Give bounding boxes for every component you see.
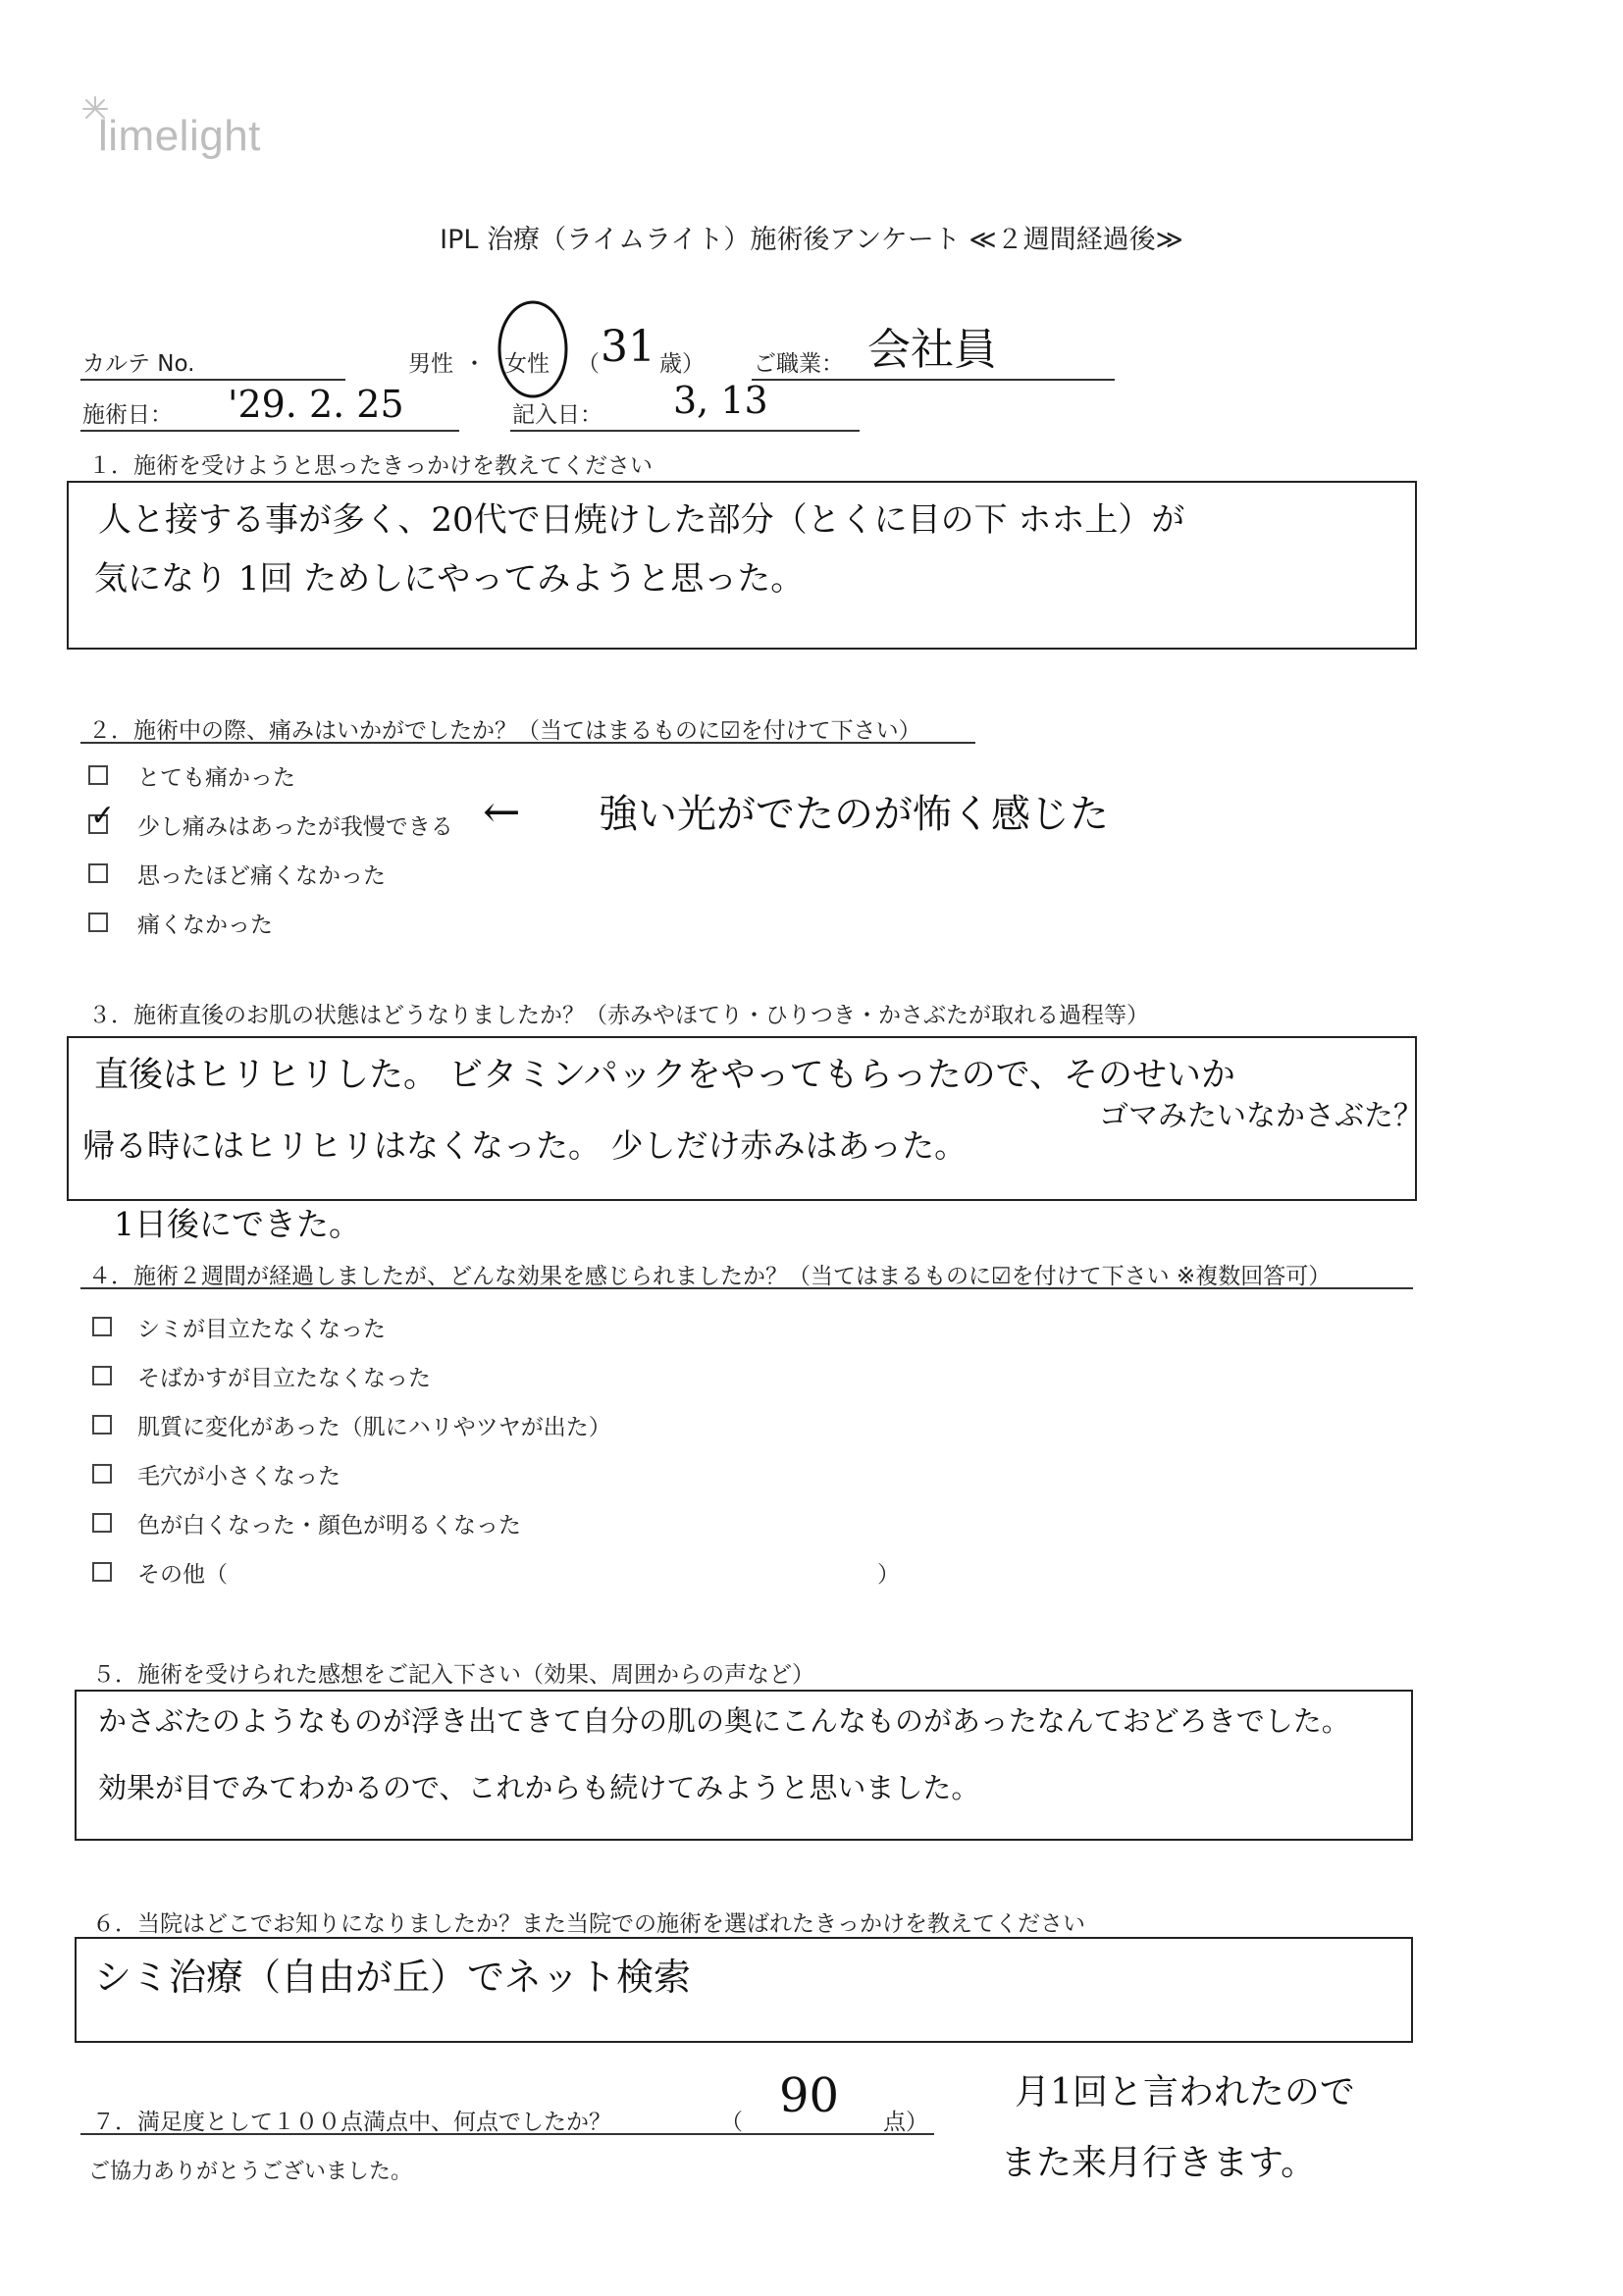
q4-option-4: 毛穴が小さくなった — [137, 1464, 340, 1489]
q4-option-2: そばかすが目立たなくなった — [137, 1366, 431, 1391]
q4-option-1: シミが目立たなくなった — [137, 1317, 386, 1342]
gender-male: 男性 — [408, 351, 453, 377]
q4-option-5: 色が白くなった・顔色が明るくなった — [137, 1513, 521, 1539]
q2-checkmark: ✓ — [90, 799, 116, 833]
q2-arrow: ← — [483, 785, 521, 838]
q4-checkbox-1[interactable] — [92, 1317, 112, 1336]
q4-option-6: その他（ — [137, 1562, 228, 1588]
q3-answer-line-3: 1日後にできた。 — [114, 1205, 361, 1243]
age-value: 31 — [601, 322, 655, 372]
q6-question: ６．当院はどこでお知りになりましたか？また当院での施術を選ばれたきっかけを教えてください — [92, 1911, 1085, 1937]
q3-question: ３．施術直後のお肌の状態はどうなりましたか？（赤みやほてり・ひりつき・かさぶたが取れる過程等） — [88, 1003, 1149, 1028]
gender-female: 女性 — [504, 351, 550, 377]
age-open-paren: （ — [577, 351, 600, 377]
q4-underline — [80, 1287, 1413, 1289]
closing-message: ご協力ありがとうございました。 — [88, 2160, 413, 2184]
logo-text: limelight — [98, 112, 261, 160]
q5-answer-line-1: かさぶたのようなものが浮き出てきて自分の肌の奥にこんなものがあったなんておどろきでした。 — [98, 1704, 1350, 1738]
q4-other-close: ） — [877, 1562, 900, 1588]
q4-option-3: 肌質に変化があった（肌にハリやツヤが出た） — [137, 1415, 611, 1440]
q2-checkbox-1[interactable] — [88, 765, 108, 785]
q4-checkbox-6[interactable] — [92, 1562, 112, 1582]
q1-question: １．施術を受けようと思ったきっかけを教えてください — [88, 453, 653, 479]
q7-note-line-2: また来月行きます。 — [1001, 2143, 1317, 2183]
treatment-date-label: 施術日： — [82, 402, 173, 428]
page-title: IPL 治療（ライムライト）施術後アンケート ≪２週間経過後≫ — [440, 225, 1183, 255]
karte-underline — [80, 379, 345, 381]
q2-option-2: 少し痛みはあったが我慢できる — [137, 814, 453, 840]
q3-answer-line-1: 直後はヒリヒリした。 ビタミンパックをやってもらったので、そのせいか — [94, 1056, 1235, 1095]
q4-checkbox-3[interactable] — [92, 1415, 112, 1435]
entry-date-value: 3, 13 — [673, 379, 768, 422]
q1-answer-line-2: 気になり 1回 ためしにやってみようと思った。 — [94, 559, 805, 599]
karte-label: カルテ No. — [82, 351, 195, 377]
entry-date-underline — [510, 430, 860, 432]
gender-circle-mark — [491, 294, 579, 402]
treatment-date-value: '29. 2. 25 — [228, 383, 404, 426]
q7-underline — [80, 2133, 934, 2135]
q6-answer: シミ治療（自由が丘）でネット検索 — [94, 1956, 692, 1999]
q4-checkbox-4[interactable] — [92, 1464, 112, 1484]
q4-question: ４．施術２週間が経過しましたが、どんな効果を感じられましたか？（当てはまるものに☑を付けて下さい ※複数回答可） — [88, 1264, 1332, 1289]
treatment-date-underline — [80, 430, 459, 432]
occupation-label: ご職業： — [754, 351, 844, 377]
q7-note-line-1: 月1回と言われたので — [1015, 2072, 1355, 2113]
q7-open-paren: （ — [720, 2110, 743, 2135]
q3-answer-line-2: 帰る時にはヒリヒリはなくなった。 少しだけ赤みはあった。 — [82, 1126, 968, 1165]
q4-checkbox-2[interactable] — [92, 1366, 112, 1385]
q2-option-4: 痛くなかった — [137, 913, 273, 938]
q1-answer-line-1: 人と接する事が多く、20代で日焼けした部分（とくに目の下 ホホ上）が — [98, 500, 1185, 540]
q7-unit: 点） — [883, 2110, 928, 2135]
q2-checkbox-3[interactable] — [88, 863, 108, 883]
q2-underline — [80, 742, 975, 744]
q3-answer-extra: ゴマみたいなかさぶた？ — [1099, 1099, 1423, 1133]
age-label: 歳） — [659, 351, 705, 377]
q2-question: ２．施術中の際、痛みはいかがでしたか？（当てはまるものに☑を付けて下さい） — [88, 718, 921, 744]
q7-score: 90 — [779, 2068, 840, 2123]
gender-separator: ・ — [463, 351, 486, 377]
q2-note: 強い光がでたのが怖く感じた — [599, 792, 1109, 837]
q2-option-1: とても痛かった — [137, 765, 295, 791]
q5-question: ５．施術を受けられた感想をご記入下さい（効果、周囲からの声など） — [92, 1662, 814, 1688]
q7-question: ７．満足度として１００点満点中、何点でしたか？ — [92, 2110, 611, 2135]
q4-checkbox-5[interactable] — [92, 1513, 112, 1533]
q2-option-3: 思ったほど痛くなかった — [137, 863, 386, 889]
occupation-underline — [752, 379, 1115, 381]
q2-checkbox-4[interactable] — [88, 913, 108, 932]
entry-date-label: 記入日： — [512, 402, 602, 428]
occupation-value: 会社員 — [867, 325, 997, 375]
q5-answer-line-2: 効果が目でみてわかるので、これからも続けてみようと思いました。 — [98, 1771, 980, 1804]
